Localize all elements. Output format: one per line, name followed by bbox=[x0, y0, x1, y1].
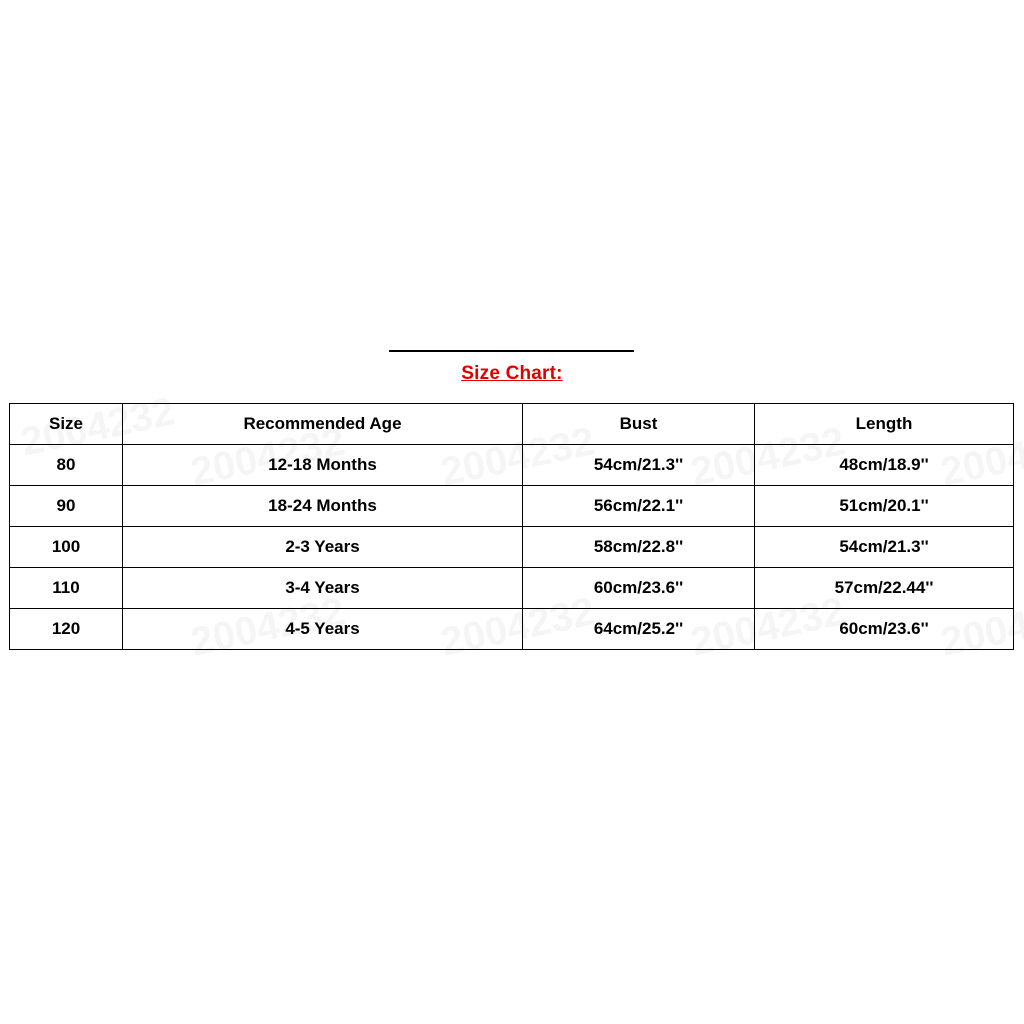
table-row bbox=[10, 609, 1014, 650]
table-row bbox=[10, 568, 1014, 609]
header-length: Length bbox=[755, 404, 1014, 445]
header-size: Size bbox=[10, 404, 123, 445]
cell-length: 51cm/20.1'' bbox=[755, 486, 1014, 527]
size-chart-title: Size Chart: bbox=[461, 363, 563, 384]
cell-age: 2-3 Years bbox=[123, 527, 523, 568]
cell-age: 18-24 Months bbox=[123, 486, 523, 527]
table-row bbox=[10, 527, 1014, 568]
cell-age: 4-5 Years bbox=[123, 609, 523, 650]
cell-size: 90 bbox=[10, 486, 123, 527]
cell-size: 120 bbox=[10, 609, 123, 650]
decorative-rule bbox=[389, 350, 634, 352]
cell-age: 3-4 Years bbox=[123, 568, 523, 609]
header-recommended-age: Recommended Age bbox=[123, 404, 523, 445]
cell-length: 60cm/23.6'' bbox=[755, 609, 1014, 650]
cell-size: 80 bbox=[10, 445, 123, 486]
header-bust: Bust bbox=[523, 404, 755, 445]
size-chart-table bbox=[9, 403, 1014, 650]
table-row bbox=[10, 445, 1014, 486]
cell-bust: 56cm/22.1'' bbox=[523, 486, 755, 527]
cell-bust: 54cm/21.3'' bbox=[523, 445, 755, 486]
cell-bust: 64cm/25.2'' bbox=[523, 609, 755, 650]
cell-length: 48cm/18.9'' bbox=[755, 445, 1014, 486]
cell-size: 110 bbox=[10, 568, 123, 609]
cell-bust: 60cm/23.6'' bbox=[523, 568, 755, 609]
cell-size: 100 bbox=[10, 527, 123, 568]
table-header-row bbox=[10, 404, 1014, 445]
cell-age: 12-18 Months bbox=[123, 445, 523, 486]
cell-length: 54cm/21.3'' bbox=[755, 527, 1014, 568]
cell-bust: 58cm/22.8'' bbox=[523, 527, 755, 568]
table-row bbox=[10, 486, 1014, 527]
cell-length: 57cm/22.44'' bbox=[755, 568, 1014, 609]
